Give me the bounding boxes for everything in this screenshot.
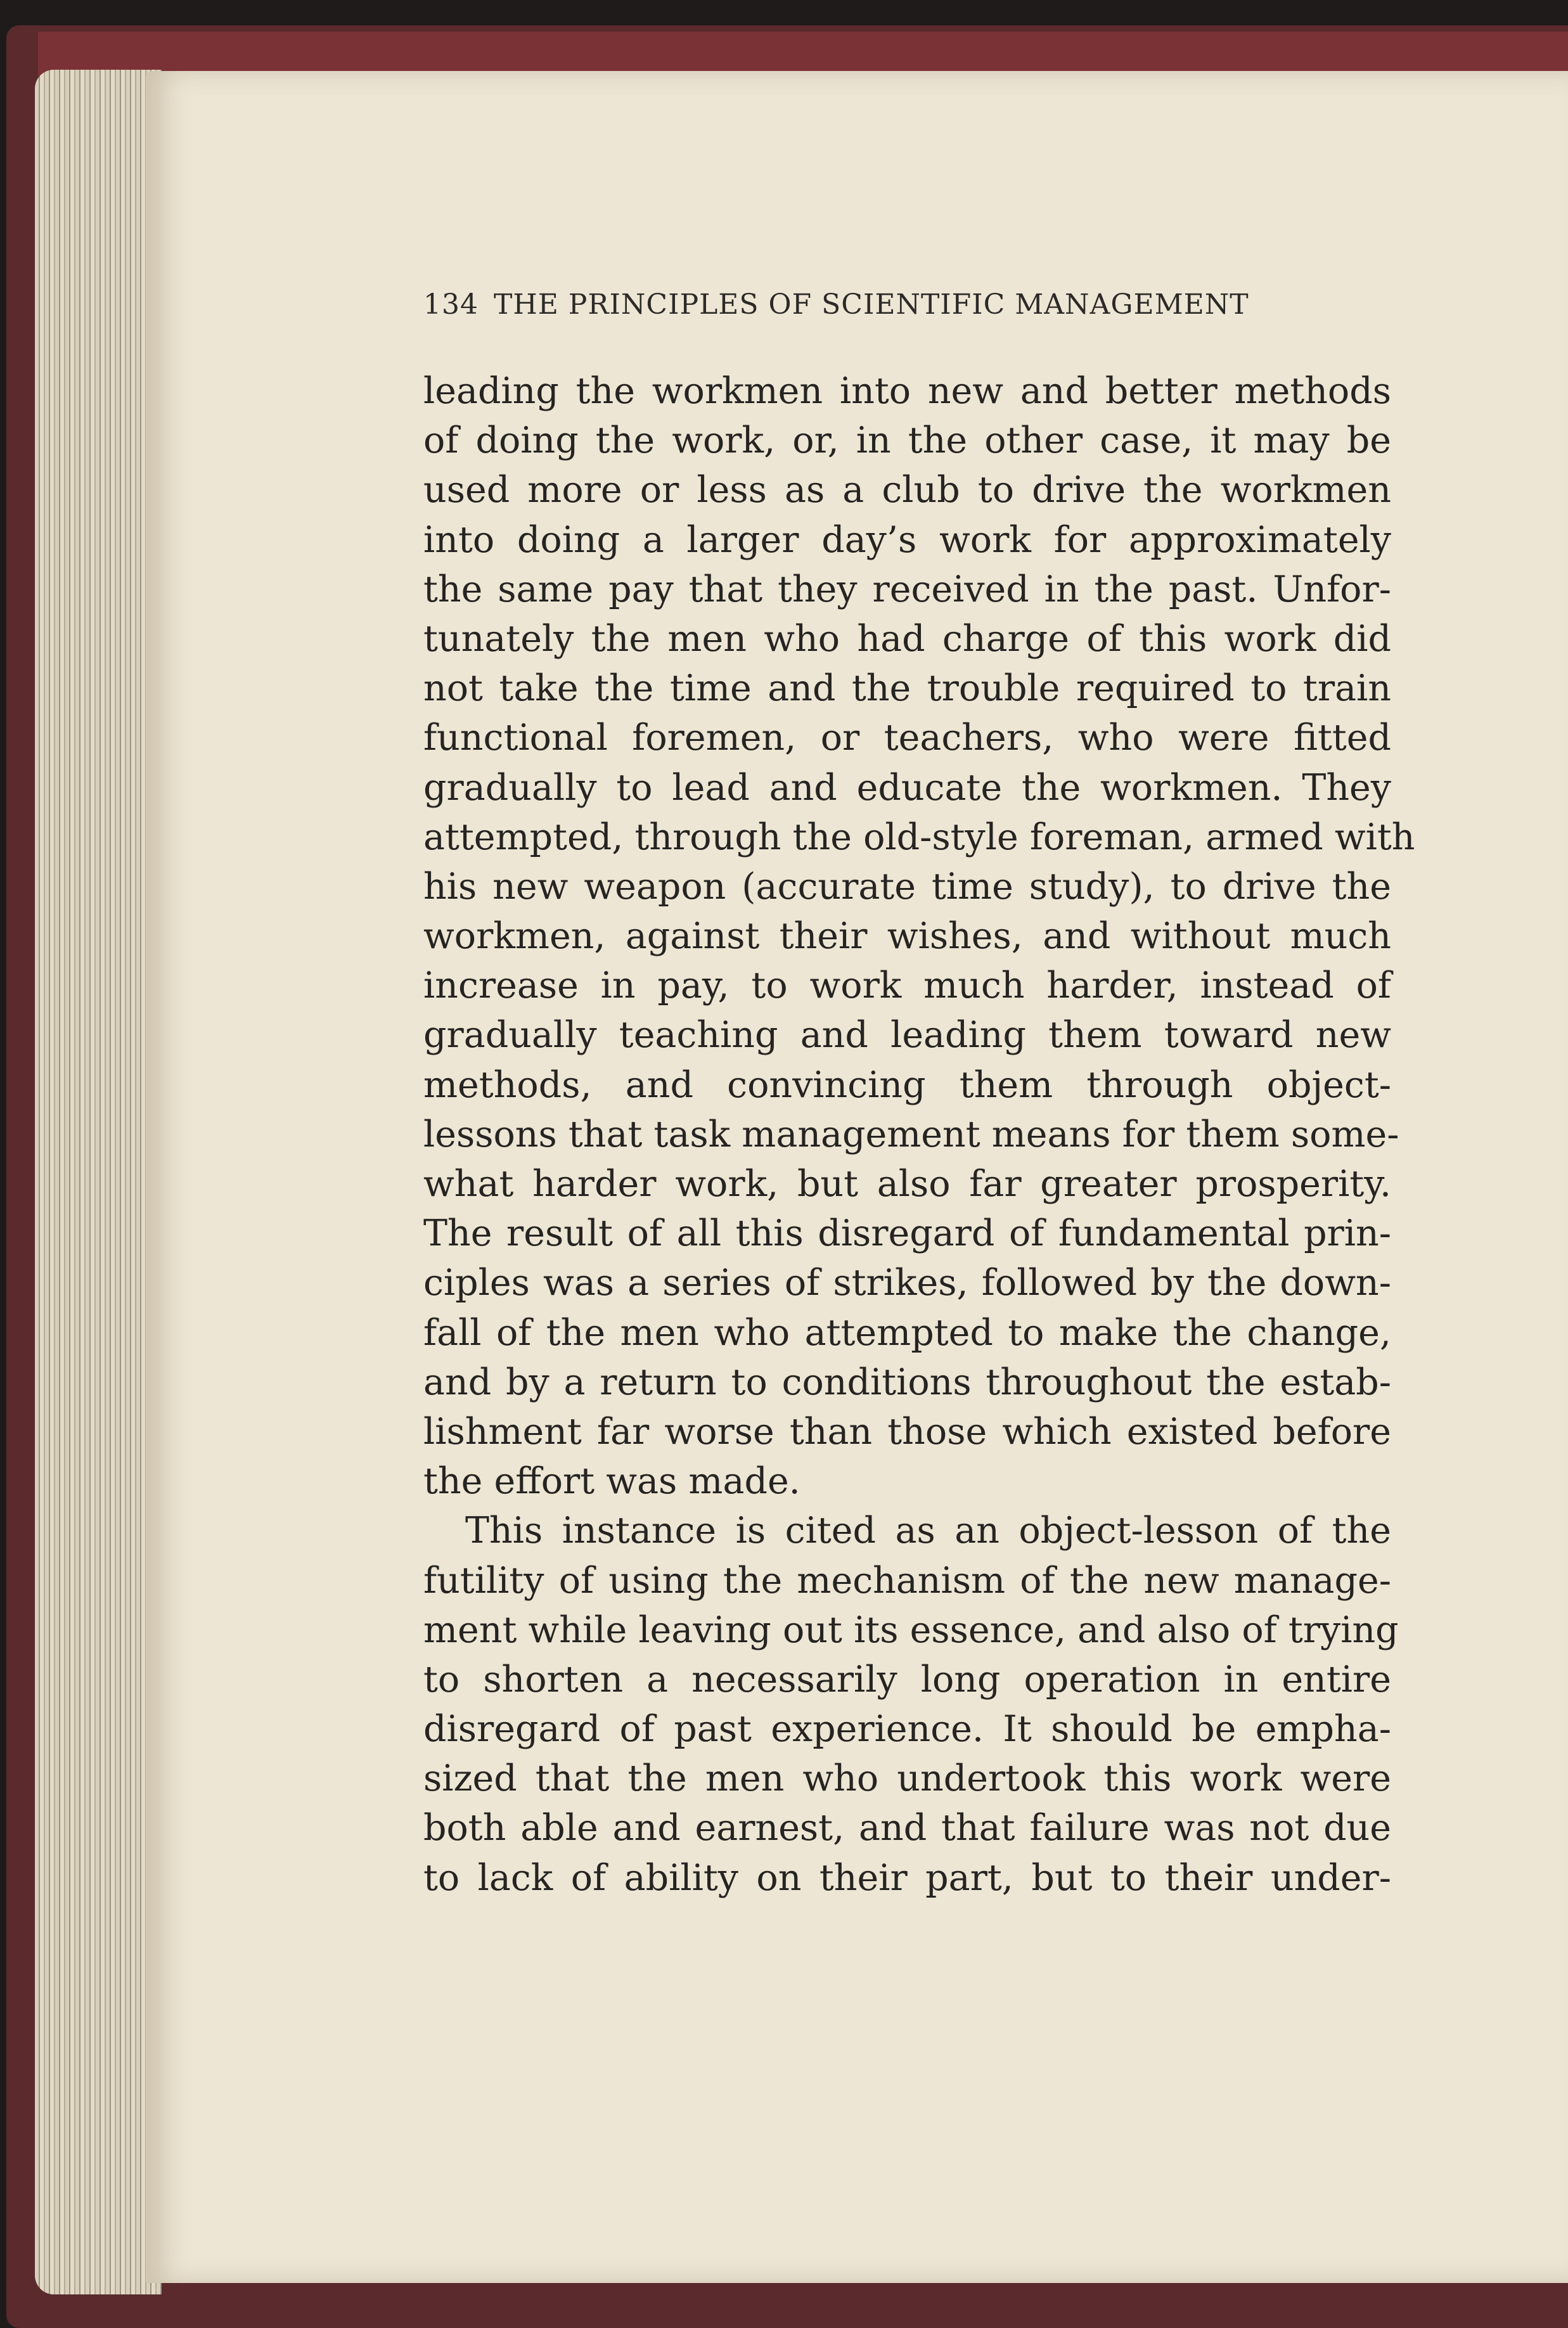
running-header (423, 288, 1311, 321)
running-title: THE PRINCIPLES OF SCIENTIFIC MANAGEMENT (493, 288, 1249, 321)
text-line: both able and earnest, and that failure was not due (423, 1807, 1391, 1849)
text-line: increase in pay, to work much harder, instead of (423, 965, 1391, 1007)
text-line: and by a return to conditions throughout the estab- (423, 1361, 1391, 1403)
text-line: disregard of past experience. It should be empha- (423, 1708, 1391, 1751)
text-line: lessons that task management means for them some- (423, 1113, 1399, 1155)
text-line: lishment far worse than those which existed before (423, 1410, 1391, 1453)
page-edges (35, 70, 162, 2294)
text-line: what harder work, but also far greater prosperity. (423, 1163, 1391, 1205)
text-line: gradually to lead and educate the workmen. They (423, 766, 1391, 809)
text-line: The result of all this disregard of fundamental prin- (423, 1212, 1391, 1255)
page-number: 134 (423, 288, 479, 321)
text-line: methods, and convincing them through object- (423, 1064, 1391, 1106)
text-line: gradually teaching and leading them toward new (423, 1014, 1391, 1057)
text-line: to lack of ability on their part, but to their under- (423, 1856, 1391, 1899)
book-cover-top-edge (38, 32, 1568, 76)
text-line: used more or less as a club to drive the workmen (423, 469, 1391, 511)
text-line: sized that the men who undertook this work were (423, 1758, 1391, 1800)
text-line: ciples was a series of strikes, followed by the down- (423, 1262, 1391, 1304)
text-line: fall of the men who attempted to make the change, (423, 1311, 1391, 1354)
text-line: leading the workmen into new and better methods (423, 370, 1391, 412)
page-body-text (423, 366, 1415, 1903)
text-line: the same pay that they received in the past. Unfor- (423, 568, 1391, 610)
text-line: the effort was made. (423, 1460, 800, 1503)
text-line: workmen, against their wishes, and without much (423, 915, 1391, 958)
text-line: This instance is cited as an object-lesson of the (465, 1510, 1391, 1552)
text-line: to shorten a necessarily long operation in entire (423, 1658, 1391, 1701)
text-line: his new weapon (accurate time study), to drive the (423, 865, 1391, 908)
text-line: tunately the men who had charge of this work did (423, 617, 1391, 660)
text-line: ment while leaving out its essence, and also of trying (423, 1609, 1399, 1651)
text-line: futility of using the mechanism of the new manage- (423, 1559, 1391, 1602)
text-line: not take the time and the trouble required to train (423, 667, 1391, 710)
text-line: attempted, through the old-style foreman, armed with (423, 816, 1415, 858)
text-line: into doing a larger day’s work for approximately (423, 518, 1391, 561)
text-line: of doing the work, or, in the other case, it may be (423, 420, 1391, 462)
text-line: functional foremen, or teachers, who were fitted (423, 717, 1391, 759)
